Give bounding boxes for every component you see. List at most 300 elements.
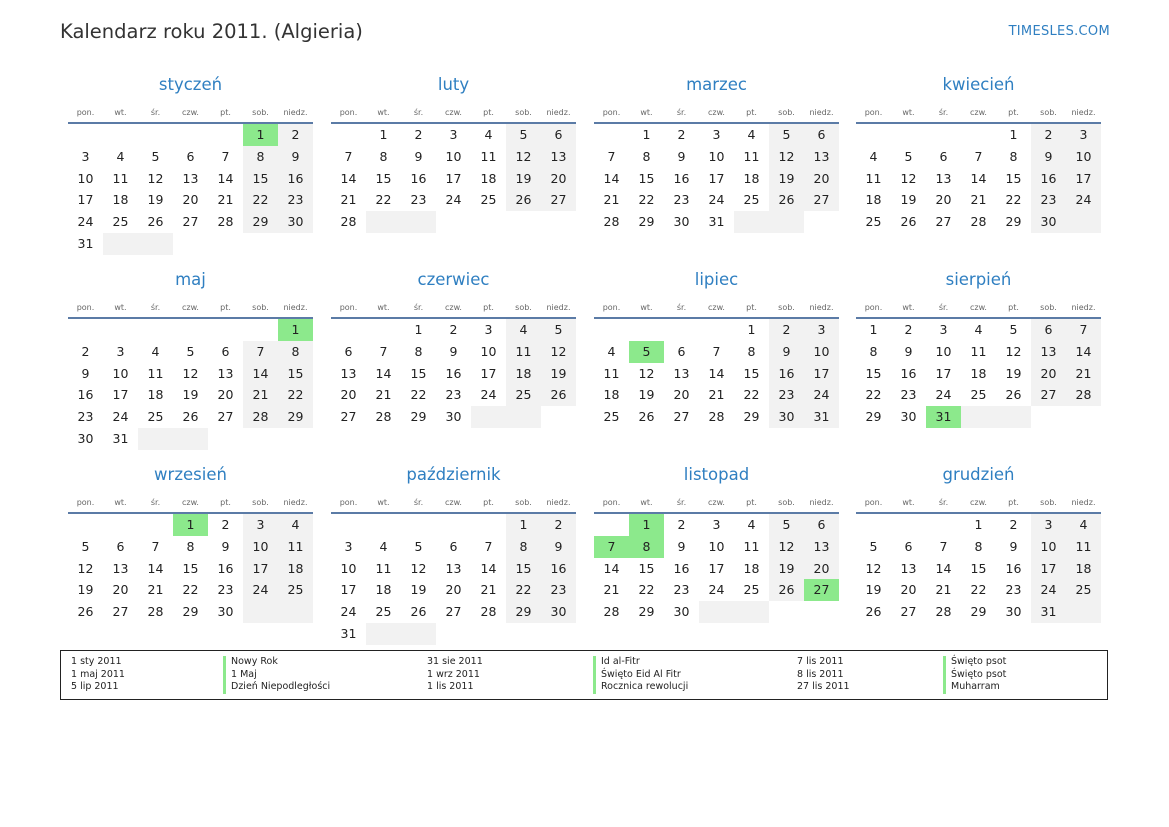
day-cell: 29	[638, 214, 655, 230]
legend-date: 1 sty 2011	[71, 656, 122, 667]
weekday-label: sob.	[252, 303, 269, 312]
weekday-header	[68, 496, 313, 514]
day-cell: 9	[449, 343, 458, 359]
weekday-label: wt.	[902, 108, 915, 117]
weekday-header	[594, 106, 839, 124]
day-cell: 16	[769, 363, 804, 385]
day-cell: 19	[769, 168, 804, 190]
empty-cell	[891, 514, 926, 536]
day-cell: 19	[410, 582, 427, 598]
day-cell: 23	[769, 384, 804, 406]
day-cell: 5	[541, 319, 576, 341]
day-cell: 4	[607, 343, 616, 359]
legend-names-column	[223, 656, 330, 694]
day-cell: 25	[603, 409, 620, 425]
day-cell: 3	[344, 538, 353, 554]
day-cell: 9	[81, 365, 90, 381]
day-cell: 15	[410, 365, 427, 381]
day-cell: 19	[638, 387, 655, 403]
holiday-day-cell: 1	[173, 514, 208, 536]
weekday-label: pt.	[746, 303, 757, 312]
empty-cell	[961, 406, 996, 428]
day-cell: 1	[747, 322, 756, 337]
day-cell: 29	[743, 409, 760, 425]
day-cell: 11	[506, 341, 541, 363]
day-cell: 24	[445, 192, 462, 208]
day-cell: 29	[506, 601, 541, 623]
day-cell: 9	[541, 536, 576, 558]
day-cell: 24	[112, 409, 129, 425]
site-link[interactable]: TIMESLES.COM	[1008, 24, 1110, 39]
day-cell: 19	[1005, 365, 1022, 381]
day-cell: 9	[677, 538, 686, 554]
day-cell: 17	[1031, 558, 1066, 580]
day-cell: 24	[340, 604, 357, 620]
legend-date: 1 wrz 2011	[427, 668, 480, 680]
legend-names-column	[593, 656, 688, 694]
weekday-label: sob.	[515, 108, 532, 117]
empty-cell	[331, 319, 366, 341]
day-cell: 18	[375, 582, 392, 598]
day-cell: 25	[375, 604, 392, 620]
legend-holiday-name: Święto psot	[943, 656, 1006, 669]
day-cell: 4	[379, 538, 388, 554]
weekday-label: niedz.	[546, 108, 571, 117]
holiday-day-cell: 1	[243, 124, 278, 146]
empty-cell	[103, 319, 138, 341]
day-cell: 18	[506, 363, 541, 385]
day-cell: 31	[1031, 601, 1066, 623]
empty-cell	[734, 601, 769, 623]
day-cell: 18	[112, 192, 129, 208]
day-cell: 24	[708, 582, 725, 598]
day-cell: 9	[221, 538, 230, 554]
day-cell: 14	[147, 560, 164, 576]
day-cell: 30	[769, 406, 804, 428]
day-cell: 14	[340, 170, 357, 186]
day-cell: 12	[147, 170, 164, 186]
legend-dates-column	[71, 656, 125, 694]
weekday-label: śr.	[938, 108, 949, 117]
legend-date: 5 lip 2011	[71, 681, 119, 692]
holiday-day-cell: 1	[629, 514, 664, 536]
day-cell: 11	[743, 538, 760, 554]
day-cell: 1	[379, 127, 388, 142]
day-cell: 5	[186, 343, 195, 359]
month-name: kwiecień	[942, 75, 1015, 94]
day-cell: 17	[804, 363, 839, 385]
day-cell: 27	[935, 214, 952, 230]
empty-cell	[629, 319, 664, 341]
day-cell: 9	[278, 146, 313, 168]
weekday-label: wt.	[640, 303, 653, 312]
day-cell: 13	[804, 146, 839, 168]
weekday-header	[856, 301, 1101, 319]
empty-cell	[138, 428, 173, 450]
day-cell: 1	[642, 127, 651, 142]
day-cell: 17	[340, 582, 357, 598]
day-cell: 20	[673, 387, 690, 403]
day-cell: 10	[1031, 536, 1066, 558]
day-cell: 7	[221, 148, 230, 164]
day-cell: 3	[243, 514, 278, 536]
day-cell: 2	[81, 343, 90, 359]
day-cell: 20	[182, 192, 199, 208]
day-cell: 5	[506, 124, 541, 146]
day-cell: 23	[900, 387, 917, 403]
day-cell: 25	[112, 214, 129, 230]
day-cell: 24	[1066, 189, 1101, 211]
day-cell: 4	[116, 148, 125, 164]
day-cell: 2	[278, 124, 313, 146]
day-cell: 16	[541, 558, 576, 580]
holiday-day-cell: 7	[594, 536, 629, 558]
weekday-label: czw.	[708, 498, 725, 507]
weekday-label: pt.	[1008, 108, 1019, 117]
weekday-label: pon.	[864, 498, 883, 507]
day-cell: 16	[673, 560, 690, 576]
day-cell: 3	[1066, 124, 1101, 146]
day-cell: 12	[900, 170, 917, 186]
day-cell: 6	[449, 538, 458, 554]
legend-date: 27 lis 2011	[797, 681, 850, 692]
day-cell: 9	[1031, 146, 1066, 168]
month-11	[594, 463, 839, 623]
empty-cell	[103, 233, 138, 255]
day-cell: 22	[1005, 192, 1022, 208]
empty-cell	[173, 428, 208, 450]
day-cell: 2	[541, 514, 576, 536]
day-cell: 4	[506, 319, 541, 341]
day-cell: 18	[278, 558, 313, 580]
day-cell: 4	[974, 322, 983, 337]
day-cell: 21	[1066, 363, 1101, 385]
day-cell: 8	[379, 148, 388, 164]
day-cell: 6	[221, 343, 230, 359]
day-cell: 26	[900, 214, 917, 230]
empty-cell	[331, 124, 366, 146]
month-3	[594, 73, 839, 233]
day-cell: 8	[414, 343, 423, 359]
weekday-label: czw.	[445, 498, 462, 507]
day-cell: 16	[217, 560, 234, 576]
day-cell: 18	[1066, 558, 1101, 580]
weekday-label: niedz.	[283, 303, 308, 312]
day-cell: 16	[1031, 168, 1066, 190]
empty-cell	[471, 514, 506, 536]
day-cell: 30	[673, 214, 690, 230]
day-cell: 20	[935, 192, 952, 208]
day-cell: 26	[769, 579, 804, 601]
day-cell: 29	[865, 409, 882, 425]
day-cell: 6	[804, 124, 839, 146]
weekday-label: czw.	[445, 108, 462, 117]
day-grid	[856, 124, 1101, 233]
day-cell: 6	[541, 124, 576, 146]
legend-holiday-name: Id al-Fitr	[593, 656, 688, 669]
day-cell: 11	[480, 148, 497, 164]
weekday-label: niedz.	[546, 303, 571, 312]
day-cell: 20	[217, 387, 234, 403]
weekday-label: śr.	[676, 498, 687, 507]
day-cell: 27	[804, 189, 839, 211]
day-cell: 10	[935, 343, 952, 359]
weekday-label: śr.	[150, 303, 161, 312]
weekday-label: sob.	[1040, 108, 1057, 117]
month-10	[331, 463, 576, 645]
day-cell: 3	[116, 343, 125, 359]
day-cell: 5	[414, 538, 423, 554]
empty-cell	[208, 124, 243, 146]
day-cell: 8	[186, 538, 195, 554]
day-cell: 3	[712, 517, 721, 532]
day-cell: 25	[970, 387, 987, 403]
day-cell: 5	[869, 538, 878, 554]
month-name: marzec	[686, 75, 747, 94]
month-4	[856, 73, 1101, 233]
day-cell: 17	[935, 365, 952, 381]
day-cell: 3	[1031, 514, 1066, 536]
day-cell: 4	[747, 127, 756, 142]
day-cell: 24	[77, 214, 94, 230]
day-cell: 24	[708, 192, 725, 208]
day-cell: 11	[865, 170, 882, 186]
day-cell: 8	[243, 146, 278, 168]
day-cell: 26	[769, 189, 804, 211]
weekday-label: sob.	[515, 303, 532, 312]
day-cell: 9	[769, 341, 804, 363]
weekday-label: sob.	[778, 108, 795, 117]
day-cell: 1	[1009, 127, 1018, 142]
day-cell: 18	[480, 170, 497, 186]
legend-holiday-name: Dzień Niepodległości	[223, 681, 330, 694]
day-cell: 13	[673, 365, 690, 381]
day-cell: 6	[344, 343, 353, 359]
day-cell: 3	[81, 148, 90, 164]
day-cell: 26	[506, 189, 541, 211]
day-cell: 23	[217, 582, 234, 598]
day-cell: 10	[340, 560, 357, 576]
day-cell: 28	[340, 214, 357, 230]
day-cell: 5	[1009, 322, 1018, 337]
day-cell: 25	[278, 579, 313, 601]
empty-cell	[278, 601, 313, 623]
day-cell: 2	[904, 322, 913, 337]
day-cell: 26	[1005, 387, 1022, 403]
empty-cell	[699, 319, 734, 341]
day-cell: 30	[1031, 211, 1066, 233]
month-9	[68, 463, 313, 623]
day-cell: 2	[677, 127, 686, 142]
day-cell: 3	[804, 319, 839, 341]
empty-cell	[401, 623, 436, 645]
day-cell: 25	[480, 192, 497, 208]
day-cell: 27	[900, 604, 917, 620]
weekday-label: wt.	[377, 498, 390, 507]
day-cell: 6	[904, 538, 913, 554]
weekday-label: sob.	[1040, 303, 1057, 312]
day-cell: 25	[865, 214, 882, 230]
legend-date: 8 lis 2011	[797, 668, 844, 680]
empty-cell	[891, 124, 926, 146]
empty-cell	[68, 319, 103, 341]
weekday-header	[856, 106, 1101, 124]
weekday-label: niedz.	[809, 498, 834, 507]
day-cell: 15	[970, 560, 987, 576]
day-cell: 15	[182, 560, 199, 576]
day-grid	[68, 319, 313, 450]
day-cell: 12	[1005, 343, 1022, 359]
weekday-label: czw.	[445, 303, 462, 312]
day-cell: 29	[278, 406, 313, 428]
day-cell: 26	[77, 604, 94, 620]
month-name: czerwiec	[417, 270, 490, 289]
day-cell: 16	[673, 170, 690, 186]
weekday-label: pon.	[76, 303, 95, 312]
day-cell: 17	[708, 170, 725, 186]
day-cell: 21	[708, 387, 725, 403]
day-cell: 15	[278, 363, 313, 385]
month-6	[331, 268, 576, 428]
legend-dates-column	[427, 656, 483, 694]
day-grid	[856, 514, 1101, 623]
weekday-header	[68, 301, 313, 319]
day-cell: 30	[445, 409, 462, 425]
day-cell: 30	[1005, 604, 1022, 620]
day-cell: 3	[712, 127, 721, 142]
day-cell: 30	[673, 604, 690, 620]
day-cell: 11	[375, 560, 392, 576]
day-cell: 28	[480, 604, 497, 620]
day-cell: 26	[182, 409, 199, 425]
day-cell: 16	[1005, 560, 1022, 576]
day-cell: 17	[243, 558, 278, 580]
weekday-label: wt.	[902, 498, 915, 507]
empty-cell	[331, 514, 366, 536]
day-cell: 23	[1005, 582, 1022, 598]
day-cell: 10	[77, 170, 94, 186]
day-cell: 11	[970, 343, 987, 359]
day-cell: 28	[603, 214, 620, 230]
day-cell: 25	[506, 384, 541, 406]
legend-date: 7 lis 2011	[797, 656, 844, 667]
day-cell: 22	[410, 387, 427, 403]
weekday-label: czw.	[182, 303, 199, 312]
weekday-label: pon.	[76, 498, 95, 507]
month-name: lipiec	[694, 270, 739, 289]
day-cell: 2	[1009, 517, 1018, 532]
day-cell: 22	[970, 582, 987, 598]
day-cell: 15	[638, 170, 655, 186]
weekday-header	[594, 496, 839, 514]
day-cell: 8	[747, 343, 756, 359]
day-grid	[68, 514, 313, 623]
empty-cell	[138, 124, 173, 146]
weekday-label: pt.	[220, 498, 231, 507]
day-cell: 9	[904, 343, 913, 359]
weekday-label: pon.	[339, 108, 358, 117]
day-cell: 10	[708, 148, 725, 164]
day-grid	[68, 124, 313, 255]
day-cell: 18	[743, 170, 760, 186]
day-cell: 27	[217, 409, 234, 425]
day-cell: 4	[484, 127, 493, 142]
day-cell: 22	[375, 192, 392, 208]
weekday-label: niedz.	[1071, 498, 1096, 507]
weekday-header	[68, 106, 313, 124]
day-cell: 31	[77, 235, 94, 251]
month-8	[856, 268, 1101, 428]
day-cell: 23	[77, 409, 94, 425]
empty-cell	[68, 514, 103, 536]
day-cell: 13	[217, 365, 234, 381]
day-cell: 27	[340, 409, 357, 425]
weekday-label: niedz.	[283, 108, 308, 117]
day-cell: 29	[410, 409, 427, 425]
day-cell: 28	[603, 604, 620, 620]
day-cell: 5	[769, 124, 804, 146]
day-cell: 14	[1066, 341, 1101, 363]
day-cell: 30	[217, 604, 234, 620]
empty-cell	[594, 514, 629, 536]
day-cell: 30	[541, 601, 576, 623]
day-cell: 26	[147, 214, 164, 230]
weekday-label: pt.	[746, 108, 757, 117]
month-name: maj	[175, 270, 206, 289]
day-cell: 23	[673, 192, 690, 208]
empty-cell	[436, 514, 471, 536]
weekday-label: wt.	[114, 498, 127, 507]
weekday-label: sob.	[252, 108, 269, 117]
weekday-label: pt.	[483, 108, 494, 117]
weekday-label: śr.	[676, 108, 687, 117]
day-grid	[594, 124, 839, 233]
day-cell: 11	[278, 536, 313, 558]
day-cell: 7	[379, 343, 388, 359]
weekday-label: wt.	[902, 303, 915, 312]
weekday-label: sob.	[515, 498, 532, 507]
day-cell: 6	[186, 148, 195, 164]
day-cell: 18	[603, 387, 620, 403]
day-cell: 10	[1066, 146, 1101, 168]
day-cell: 14	[243, 363, 278, 385]
day-cell: 26	[410, 604, 427, 620]
weekday-label: niedz.	[1071, 303, 1096, 312]
day-cell: 22	[743, 387, 760, 403]
day-cell: 15	[743, 365, 760, 381]
empty-cell	[208, 319, 243, 341]
day-cell: 21	[480, 582, 497, 598]
day-cell: 21	[243, 384, 278, 406]
day-cell: 8	[1009, 148, 1018, 164]
weekday-label: niedz.	[809, 303, 834, 312]
holiday-day-cell: 1	[278, 319, 313, 341]
legend-holiday-name: Muharram	[943, 681, 1006, 694]
day-cell: 4	[151, 343, 160, 359]
day-cell: 25	[743, 192, 760, 208]
day-cell: 8	[974, 538, 983, 554]
day-cell: 20	[900, 582, 917, 598]
day-cell: 13	[935, 170, 952, 186]
day-cell: 30	[77, 430, 94, 446]
day-cell: 27	[112, 604, 129, 620]
day-cell: 8	[642, 148, 651, 164]
day-cell: 16	[900, 365, 917, 381]
legend-holiday-name: Święto psot	[943, 669, 1006, 682]
day-cell: 7	[484, 538, 493, 554]
day-cell: 6	[939, 148, 948, 164]
weekday-label: śr.	[676, 303, 687, 312]
